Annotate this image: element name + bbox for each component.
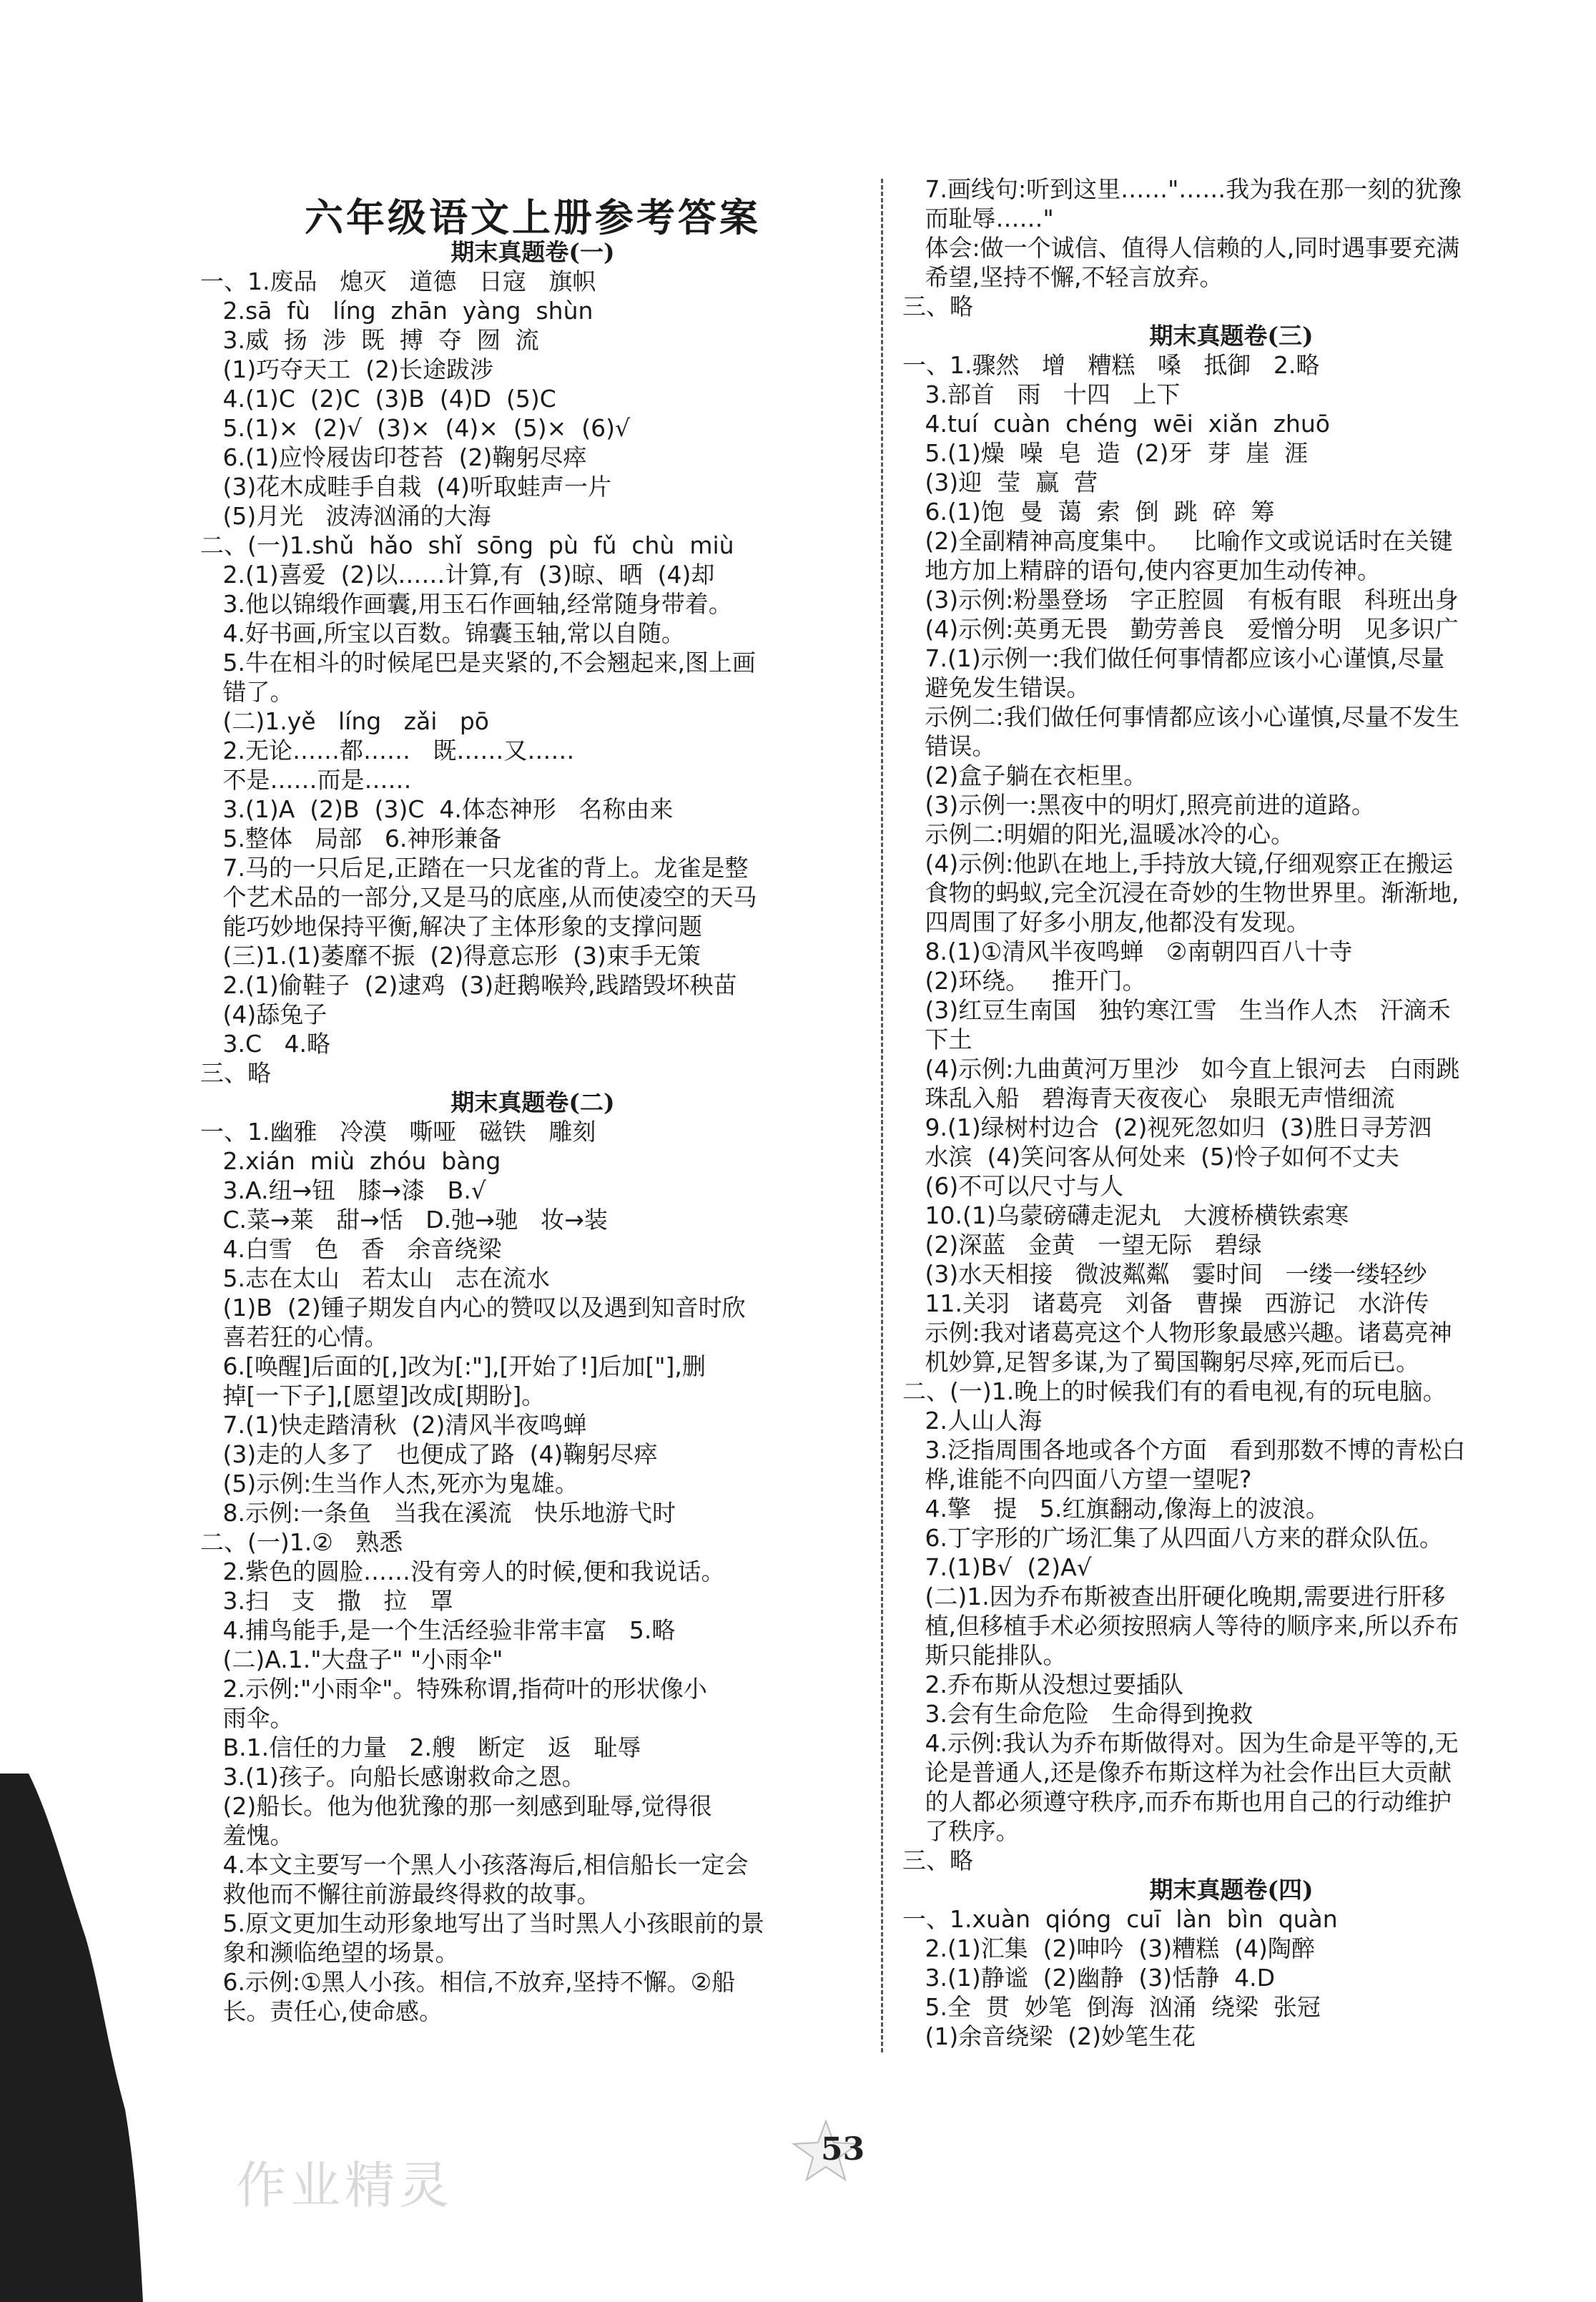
answer-line: 6.丁字形的广场汇集了从四面八方来的群众队伍。: [902, 1524, 1443, 1552]
page-title: 六年级语文上册参考答案: [305, 195, 761, 240]
answer-line: 3.C 4.略: [200, 1030, 330, 1058]
answer-line: 掉[一下子],[愿望]改成[期盼]。: [200, 1382, 546, 1410]
answer-line: 示例二:我们做任何事情都应该小心谨慎,尽量不发生: [902, 703, 1460, 731]
answer-line: 4.tuí cuàn chéng wēi xiǎn zhuō: [902, 410, 1330, 438]
answer-line: 不是……而是……: [200, 766, 412, 794]
answer-line: 2.sā fù líng zhān yàng shùn: [200, 297, 593, 325]
answer-line: (2)深蓝 金黄 一望无际 碧绿: [902, 1231, 1262, 1259]
answer-line: 3.会有生命危险 生命得到挽救: [902, 1700, 1253, 1728]
answer-line: 4.白雪 色 香 余音绕梁: [200, 1235, 502, 1263]
answer-line: 错误。: [902, 732, 996, 760]
left-column: [200, 237, 865, 2026]
answer-line: (6)不可以尺寸与人: [902, 1172, 1124, 1200]
answer-line: 9.(1)绿树村边合 (2)视死忽如归 (3)胜日寻芳泗: [902, 1113, 1432, 1141]
answer-line: 2.(1)偷鞋子 (2)逮鸡 (3)赶鹅喉羚,践踏毁坏秧苗: [200, 971, 737, 999]
answer-line: 8.(1)①清风半夜鸣蝉 ②南朝四百八十寺: [902, 938, 1353, 965]
answer-line: 植,但移植手术必须按照病人等待的顺序来,所以乔布: [902, 1612, 1459, 1640]
answer-line: 11.关羽 诸葛亮 刘备 曹操 西游记 水浒传: [902, 1289, 1429, 1317]
watermark: 作业精灵: [236, 2156, 453, 2215]
answer-line: 3.(1)A (2)B (3)C 4.体态神形 名称由来: [200, 795, 674, 823]
answer-line: 8.示例:一条鱼 当我在溪流 快乐地游弋时: [200, 1499, 676, 1527]
answer-line: 7.画线句:听到这里……"……我为我在那一刻的犹豫: [902, 175, 1462, 203]
answer-line: 5.志在太山 若太山 志在流水: [200, 1264, 550, 1292]
page-number: 53: [821, 2131, 865, 2168]
answer-line: 2.乔布斯从没想过要插队: [902, 1671, 1183, 1698]
section-heading: 期末真题卷(四): [1149, 1876, 1314, 1904]
answer-line: 了秩序。: [902, 1817, 1020, 1845]
answer-line: (3)迎 莹 赢 营: [902, 468, 1098, 496]
answer-line: 三、略: [902, 1846, 973, 1874]
answer-line: 7.(1)示例一:我们做任何事情都应该小心谨慎,尽量: [902, 644, 1445, 672]
answer-line: 2.xián miù zhóu bàng: [200, 1147, 501, 1175]
answer-line: (1)余音绕梁 (2)妙笔生花: [902, 2022, 1196, 2050]
answer-line: 水滨 (4)笑问客从何处来 (5)怜子如何不丈夫: [902, 1143, 1399, 1171]
answer-line: (二)1.因为乔布斯被查出肝硬化晚期,需要进行肝移: [902, 1583, 1446, 1610]
answer-line: B.1.信任的力量 2.艘 断定 返 耻辱: [200, 1733, 641, 1761]
answer-line: 一、1.xuàn qióng cuī làn bìn quàn: [902, 1905, 1338, 1933]
answer-line: 2.人山人海: [902, 1407, 1042, 1435]
answer-line: 3.他以锦缎作画囊,用玉石作画轴,经常随身带着。: [200, 590, 732, 618]
answer-line: 的人都必须遵守秩序,而乔布斯也用自己的行动维护: [902, 1788, 1452, 1816]
answer-line: 2.无论……都…… 既……又……: [200, 737, 575, 764]
answer-line: (3)红豆生南国 独钓寒江雪 生当作人杰 汗滴禾: [902, 996, 1451, 1024]
answer-line: 4.擎 提 5.红旗翻动,像海上的波浪。: [902, 1495, 1329, 1523]
answer-line: 羞愧。: [200, 1821, 294, 1849]
answer-line: 避免发生错误。: [902, 674, 1090, 702]
answer-line: 7.(1)快走踏清秋 (2)清风半夜鸣蝉: [200, 1411, 587, 1439]
answer-line: 二、(一)1.② 熟悉: [200, 1528, 403, 1556]
answer-line: (4)舔兔子: [200, 1000, 327, 1028]
answer-line: 5.牛在相斗的时候尾巴是夹紧的,不会翘起来,图上画: [200, 649, 756, 677]
answer-line: 4.好书画,所宝以百数。锦囊玉轴,常以自随。: [200, 619, 685, 647]
answer-line: (1)B (2)锺子期发自内心的赞叹以及遇到知音时欣: [200, 1294, 746, 1322]
answer-line: 3.(1)静谧 (2)幽静 (3)恬静 4.D: [902, 1964, 1276, 1992]
answer-line: 论是普通人,还是像乔布斯这样为社会作出巨大贡献: [902, 1759, 1452, 1786]
answer-line: 二、(一)1.晚上的时候我们有的看电视,有的玩电脑。: [902, 1377, 1447, 1405]
answer-line: 2.(1)喜爱 (2)以……计算,有 (3)晾、晒 (4)却: [200, 561, 715, 589]
answer-line: (3)走的人多了 也便成了路 (4)鞠躬尽瘁: [200, 1440, 658, 1468]
answer-line: 四周围了好多小朋友,他都没有发现。: [902, 908, 1310, 936]
answer-line: 一、1.骤然 增 糟糕 嗓 抵御 2.略: [902, 351, 1320, 379]
answer-line: 珠乱入船 碧海青天夜夜心 泉眼无声惜细流: [902, 1084, 1395, 1112]
section-heading: 期末真题卷(二): [450, 1088, 615, 1116]
answer-line: (2)船长。他为他犹豫的那一刻感到耻辱,觉得很: [200, 1792, 712, 1820]
right-column: [902, 174, 1560, 2051]
answer-line: 机妙算,足智多谋,为了蜀国鞠躬尽瘁,死而后已。: [902, 1348, 1419, 1376]
answer-line: 而耻辱……": [902, 205, 1054, 232]
answer-line: (2)盒子躺在衣柜里。: [902, 762, 1148, 790]
answer-line: (4)示例:英勇无畏 勤劳善良 爱憎分明 见多识广: [902, 615, 1459, 643]
answer-line: 5.整体 局部 6.神形兼备: [200, 825, 502, 852]
answer-line: 3.泛指周围各地或各个方面 看到那数不博的青松白: [902, 1436, 1466, 1464]
answer-line: 5.原文更加生动形象地写出了当时黑人小孩眼前的景: [200, 1909, 764, 1937]
scan-shadow: [0, 1774, 143, 2302]
answer-line: 希望,坚持不懈,不轻言放弃。: [902, 263, 1223, 291]
answer-line: 6.(1)应怜屐齿印苍苔 (2)鞠躬尽瘁: [200, 443, 587, 471]
answer-line: (3)示例一:黑夜中的明灯,照亮前进的道路。: [902, 791, 1375, 819]
answer-line: 4.(1)C (2)C (3)B (4)D (5)C: [200, 385, 556, 413]
answer-line: 2.示例:"小雨伞"。特殊称谓,指荷叶的形状像小: [200, 1675, 707, 1703]
answer-line: (5)月光 波涛汹涌的大海: [200, 502, 491, 530]
answer-line: (2)全副精神高度集中。 比喻作文或说话时在关键: [902, 527, 1453, 555]
answer-line: 6.[唤醒]后面的[,]改为[:"],[开始了!]后加["],删: [200, 1352, 706, 1380]
answer-line: (2)环绕。 推开门。: [902, 967, 1146, 995]
answer-line: (3)花木成畦手自栽 (4)听取蛙声一片: [200, 473, 611, 501]
answer-line: 5.(1)燥 噪 皂 造 (2)牙 芽 崖 涯: [902, 439, 1309, 467]
answer-line: (3)示例:粉墨登场 字正腔圆 有板有眼 科班出身: [902, 586, 1459, 614]
answer-line: 体会:做一个诚信、值得人信赖的人,同时遇事要充满: [902, 234, 1460, 262]
answer-line: 下土: [902, 1025, 972, 1053]
answer-line: 象和濒临绝望的场景。: [200, 1939, 459, 1967]
answer-line: C.菜→莱 甜→恬 D.弛→驰 妆→装: [200, 1206, 608, 1234]
answer-line: 喜若狂的心情。: [200, 1323, 388, 1351]
answer-line: (1)巧夺天工 (2)长途跋涉: [200, 355, 493, 383]
answer-line: 3.威 扬 涉 既 搏 夺 囫 流: [200, 326, 539, 354]
answer-line: (5)示例:生当作人杰,死亦为鬼雄。: [200, 1470, 578, 1497]
answer-line: 食物的蚂蚁,完全沉浸在奇妙的生物世界里。渐渐地,: [902, 879, 1459, 907]
column-divider: [881, 179, 883, 2052]
answer-line: 能巧妙地保持平衡,解决了主体形象的支撑问题: [200, 913, 702, 940]
answer-line: 3.A.纽→钮 膝→漆 B.√: [200, 1176, 486, 1204]
section-heading: 期末真题卷(一): [450, 238, 615, 266]
answer-line: (3)水天相接 微波粼粼 霎时间 一缕一缕轻纱: [902, 1260, 1427, 1288]
answer-line: 一、1.幽雅 冷漠 嘶哑 磁铁 雕刻: [200, 1118, 596, 1146]
answer-line: 6.示例:①黑人小孩。相信,不放弃,坚持不懈。②船: [200, 1968, 736, 1996]
answer-line: 2.紫色的圆脸……没有旁人的时候,便和我说话。: [200, 1558, 725, 1585]
answer-line: 7.马的一只后足,正踏在一只龙雀的背上。龙雀是整: [200, 854, 749, 882]
answer-line: 7.(1)B√ (2)A√: [902, 1553, 1092, 1581]
answer-line: (二)A.1."大盘子" "小雨伞": [200, 1646, 503, 1673]
answer-line: 个艺术品的一部分,又是马的底座,从而使凌空的天马: [200, 883, 757, 911]
answer-line: 4.本文主要写一个黑人小孩落海后,相信船长一定会: [200, 1851, 749, 1879]
answer-line: 一、1.废品 熄灭 道德 日寇 旗帜: [200, 267, 596, 295]
answer-line: 3.部首 雨 十四 上下: [902, 380, 1181, 408]
answer-line: 地方加上精辟的语句,使内容更加生动传神。: [902, 556, 1381, 584]
answer-line: 雨伞。: [200, 1704, 294, 1732]
answer-line: 示例二:明媚的阳光,温暖冰冷的心。: [902, 820, 1295, 848]
answer-line: (三)1.(1)萎靡不振 (2)得意忘形 (3)束手无策: [200, 942, 701, 970]
answer-line: 三、略: [902, 292, 973, 320]
answer-line: 救他而不懈往前游最终得救的故事。: [200, 1880, 601, 1908]
answer-line: 长。责任心,使命感。: [200, 1997, 443, 2025]
answer-line: 10.(1)乌蒙磅礴走泥丸 大渡桥横铁索寒: [902, 1201, 1349, 1229]
answer-line: 示例:我对诸葛亮这个人物形象最感兴趣。诸葛亮神: [902, 1319, 1452, 1347]
answer-line: 5.(1)× (2)√ (3)× (4)× (5)× (6)√: [200, 414, 630, 442]
answer-line: 3.(1)孩子。向船长感谢救命之恩。: [200, 1763, 586, 1791]
answer-line: 三、略: [200, 1059, 271, 1087]
answer-line: 6.(1)饱 曼 蔼 索 倒 跳 碎 筹: [902, 498, 1275, 526]
answer-line: (二)1.yě líng zǎi pō: [200, 707, 489, 735]
answer-line: 2.(1)汇集 (2)呻吟 (3)糟糕 (4)陶醉: [902, 1934, 1315, 1962]
answer-line: (4)示例:九曲黄河万里沙 如今直上银河去 白雨跳: [902, 1055, 1460, 1083]
answer-line: 斯只能排队。: [902, 1641, 1067, 1669]
answer-line: 4.示例:我认为乔布斯做得对。因为生命是平等的,无: [902, 1729, 1459, 1757]
answer-line: (4)示例:他趴在地上,手持放大镜,仔细观察正在搬运: [902, 850, 1454, 877]
answer-line: 4.捕鸟能手,是一个生活经验非常丰富 5.略: [200, 1616, 676, 1644]
answer-line: 错了。: [200, 678, 294, 706]
answer-line: 5.全 贯 妙笔 倒海 汹涌 绕梁 张冠: [902, 1993, 1321, 2021]
answer-line: 3.扫 支 撒 拉 罩: [200, 1587, 453, 1615]
answer-line: 二、(一)1.shǔ hǎo shǐ sōng pù fǔ chù miù: [200, 531, 734, 559]
section-heading: 期末真题卷(三): [1149, 322, 1314, 350]
answer-line: 桦,谁能不向四面八方望一望呢?: [902, 1465, 1252, 1493]
